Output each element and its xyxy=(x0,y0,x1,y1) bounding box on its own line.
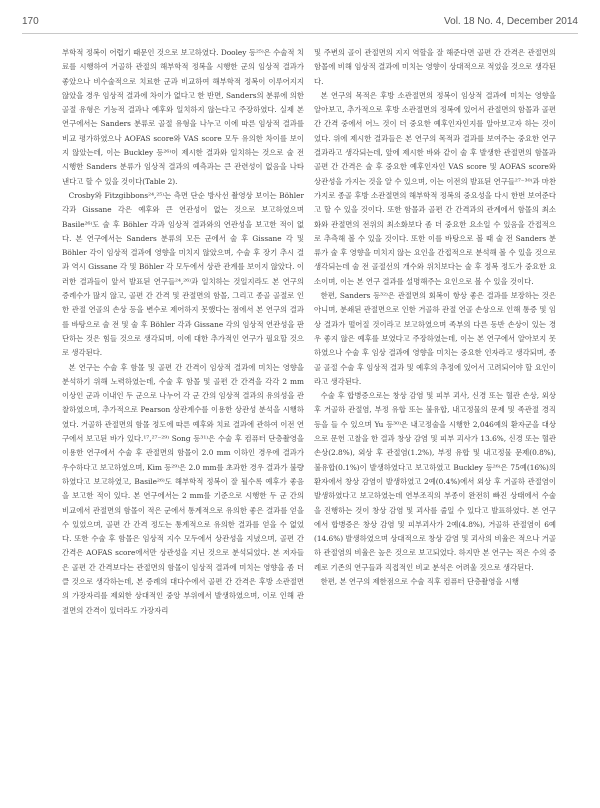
right-column xyxy=(314,46,556,589)
header-divider xyxy=(22,33,578,34)
body-paragraph: 본 연구는 수술 후 함몰 및 골편 간 간격이 임상적 결과에 미치는 영향을 분석하기 위해 노력하였는데, 수술 후 함몰 및 골편 간 간격을 각각 2 mm 이상인 군과 이내인 두 군으로 나누어 각 군 간의 임상적 결과의 유의성을 관찰하였으며, 추가적으로 Pearson 상관계수를 이용한 상관성 분석을 시행하였다. 거골하 관절면의 함몰 정도에 따른 예후와 치료 결과에 관하여 이전 연구에서 보고된 바가 있다.¹⁷,²⁷⁻²⁹⁾ Song 등³¹⁾은 수술 후 컴퓨터 단층촬영을 이용한 연구에서 수술 후 관절면의 함몰이 2.0 mm 이하인 경우에 결과가 우수하다고 보고하였으며, Kim 등²⁹⁾은 2.0 mm를 초과한 경우 결과가 불량하였다고 보고하였고, Basile²⁶⁾도 해부학적 정복이 잘 될수록 예후가 좋음을 보고한 적이 있다. 본 연구에서는 2 mm를 기준으로 시행한 두 군 간의 비교에서 관절면의 함몰이 적은 군에서 통계적으로 유의한 좋은 결과를 얻을 수 있었으며, 골편 간 간격 정도는 통계적으로 유의한 결과를 얻을 수 없었다. 또한 수술 후 함몰은 임상적 지수 모두에서 상관성을 지녔으며, 골편 간 간격은 AOFAS score에서만 상관성을 지닌 것으로 분석되었다. 본 저자들은 골편 간 간격보다는 관절면의 함몰이 임상적 결과에 미치는 영향을 좀 더 클 것으로 생각하는데, 본 증례의 대다수에서 골편 간 간격은 후방 소관절면의 가장자리를 제외한 상대적인 중앙 부위에서 발생하였으며, 이로 인해 관절면의 간격이 있더라도 가장자리 xyxy=(62,362,304,615)
body-paragraph: Crosby와 Fitzgibbons²⁴,²⁵⁾는 측면 단순 방사선 촬영상 보이는 Böhler 각과 Gissane 각은 예후와 큰 연관성이 없는 것으로 보고하였으며 Basile²⁶⁾도 술 후 Böhler 각과 임상적 결과와의 연관성을 보고한 적이 없다. 본 연구에서는 Sanders 분류의 모든 군에서 술 후 Gissane 각 및 Böhler 각이 임상적 결과에 영향을 미치지 않았으며, 수술 후 장기 추시 결과 역시 Gissane 각 및 Böhler 각 모두에서 상관 관계를 보이지 않았다. 이러한 결과들이 앞서 발표된 연구들²⁴,²⁶⁾과 일치하는 것일지라도 본 연구의 증례수가 많지 않고, 골편 간 간격 및 관절면의 함몰, 그리고 종골 골절로 인한 관절 연골의 손상 등을 변수로 제어하지 못했다는 점에서 본 연구의 결과를 바탕으로 술 전 및 술 후 Böhler 각과 Gissane 각의 임상적 연관성을 판단하는 것은 힘들 것으로 생각되며, 이에 대한 추가적인 연구가 필요할 것으로 생각된다. xyxy=(62,190,304,358)
body-paragraph: 한편, Sanders 등³²⁾은 관절면의 회복이 항상 좋은 결과를 보장하는 것은 아니며, 분쇄된 관절면으로 인한 거골하 관절 연골 손상으로 인해 통증 및 임상 결과가 떨어질 것이라고 보고하였으며 족부의 다른 동반 손상이 있는 경우 좋지 않은 예후를 보였다고 주장하였는데, 이는 본 연구에서 알아보지 못하였으나 수술 후 임상 결과에 영향을 미치는 중요한 인자라고 생각되며, 종골 골절 수술 후 임상적 결과 및 예후의 추정에 있어서 고려되어야 할 요인이라고 생각된다. xyxy=(314,291,556,386)
left-column xyxy=(62,46,304,618)
body-paragraph: 본 연구의 목적은 후방 소관절면의 정복이 임상적 결과에 미치는 영향을 알아보고, 추가적으로 후방 소관절면의 정복에 있어서 관절면의 함몰과 골편 간 간격 중에서 어느 것이 더 중요한 예후인자인지를 알아보고자 하는 것이었다. 위에 제시한 결과들은 본 연구의 목적과 결과를 보여주는 중요한 연구 결과라고 생각되는데, 앞에 제시한 바와 같이 술 후 발생한 관절면의 함몰과 골편 간 간격은 술 후 중요한 예후인자인 VAS score 및 AOFAS score와 상관성을 가지는 것을 알 수 있으며, 이는 이전의 발표된 연구들²⁷⁻³⁰⁾과 마찬가지로 종골 후방 소관절면의 해부학적 정복의 중요성을 다시 한번 보여준다고 할 수 있을 것이다. 또한 함몰과 골편 간 간격과의 관계에서 함몰의 최소화와 관절면의 전위의 최소화보다 좀 더 중요한 요소일 수 있음을 간접적으로 추측해 볼 수 있을 것이다. 또한 이를 바탕으로 볼 때 술 전 Sanders 분류가 술 후 영향을 미치지 않는 요인을 간접적으로 분석해 볼 수 있을 것으로 생각되는데 술 전 골절선의 개수와 위치보다는 술 후 정복 정도가 중요한 요소이며, 이는 본 연구 결과를 설명해주는 요인으로 볼 수 있을 것이다. xyxy=(314,90,556,286)
body-paragraph: 한편, 본 연구의 제한점으로 수술 직후 컴퓨터 단층촬영을 시행 xyxy=(320,576,519,586)
journal-volume-info: Vol. 18 No. 4, December 2014 xyxy=(444,16,578,27)
body-paragraph: 및 주변의 골이 관절면의 지지 역할을 잘 해준다면 골편 간 간격은 관절면의 함몰에 비해 임상적 결과에 미치는 영향이 상대적으로 적었을 것으로 생각된다. xyxy=(314,48,556,86)
body-paragraph: 수술 후 합병증으로는 창상 감염 및 피부 괴사, 신경 또는 혈관 손상, 외상 후 거골하 관절염, 부정 유합 또는 불유합, 내고정물의 문제 및 족관절 경직 등을 들 수 있으며 Yu 등³⁰⁾은 내고정술을 시행한 2,046예의 환자군을 대상으로 문헌 고찰을 한 결과 창상 감염 및 피부 괴사가 13.6%, 신경 또는 혈관 손상(2.8%), 외상 후 관절염(1.2%), 부정 유합 및 내고정물 문제(0.8%), 불유합(0.1%)이 발생하였다고 보고하였고 Buckley 등²⁶⁾은 75예(16%)의 환자에서 창상 감염이 발생하였고 2예(0.4%)에서 외상 후 거골하 관절염이 발생하였다고 보고하였는데 연부조직의 부종이 완전히 빠진 상태에서 수술을 진행하는 것이 창상 감염 및 괴사를 줄일 수 있다고 발표하였다. 본 연구에서 합병증은 창상 감염 및 피부괴사가 2예(4.8%), 거골하 관절염이 6예(14.6%) 발생하였으며 상대적으로 창상 감염 및 괴사의 비율은 적으나 거골하 관절염의 비율은 높은 것으로 보고되었다. 하지만 본 연구는 적은 수의 증례로 기존의 연구들과 직접적인 비교 분석은 어려울 것으로 생각된다. xyxy=(314,391,556,572)
page-number: 170 xyxy=(22,16,39,27)
body-paragraph: 부학적 정복이 어렵기 때문인 것으로 보고하였다. Dooley 등²⁵⁾은 수술적 치료를 시행하여 거골하 관절의 해부학적 정복을 시행한 군의 임상적 결과가 좋았으나 비수술적으로 치료한 군과 비교하여 해부학적 정복이 이루어지지 않았을 경우 임상적 결과에 차이가 없다고 한 반면, Sanders의 분류에 의한 골절 유형은 기능적 결과나 예후와 일치하지 않는다고 주장하였다. 실제 본 연구에서는 Sanders 분류로 골절 유형을 나누고 이에 따른 임상적 결과를 비교 평가하였으나 AOFAS score와 VAS score 모두 유의한 차이를 보이지 않았는데, 이는 Buckley 등²⁶⁾이 제시한 결과와 일치하는 것으로 술 전 시행한 Sanders 분류가 임상적 결과의 예측과는 큰 관련성이 없음을 나타낸다고 할 수 있을 것이다(Table 2). xyxy=(62,48,304,186)
page-header xyxy=(22,14,578,32)
